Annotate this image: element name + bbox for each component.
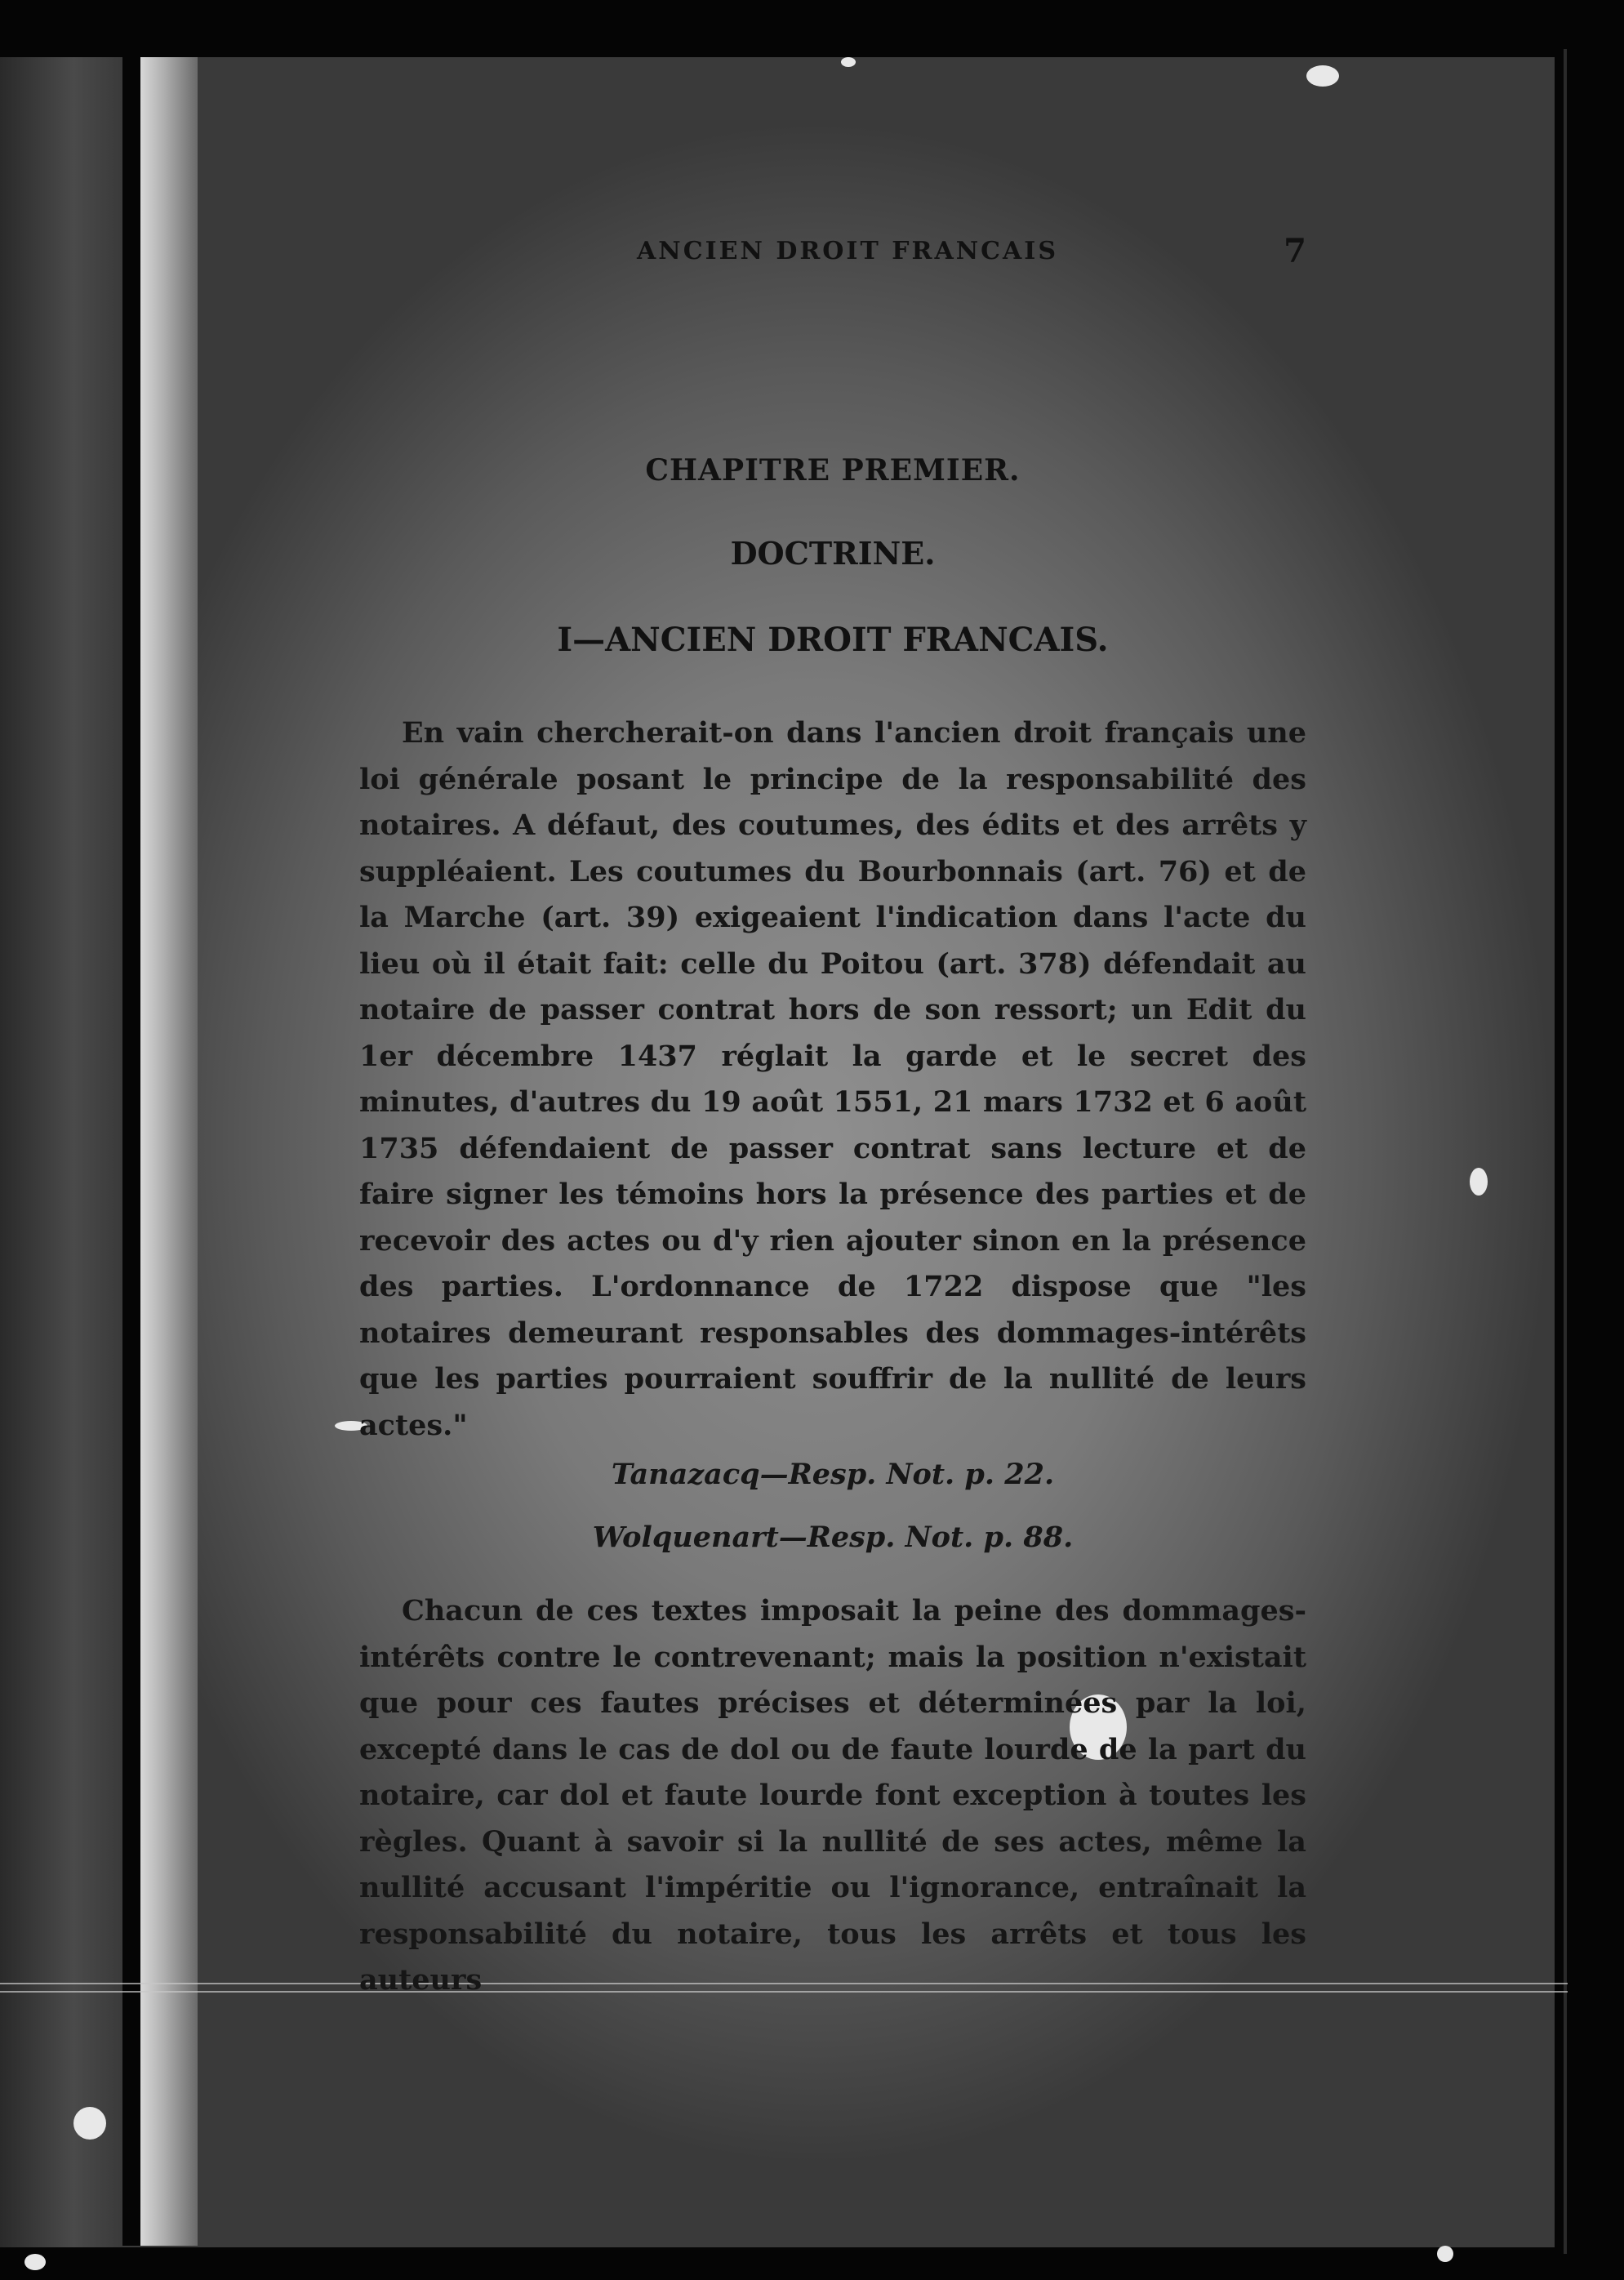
body-paragraph: Chacun de ces textes imposait la peine des dommages-intérêts contre le contrevenant; mais la position n'existait que pour ces fautes précises et déterminées par la loi, excepté dans le cas de dol ou de faute lourde de la part du notaire, car dol et faute lourde font exception à toutes les règles. Quant à savoir si la nullité de ses actes, même la nullité accusant l'impéritie ou l'ignorance, entraînait la responsabilité du notaire, tous les arrêts et tous les auteurs	[359, 1594, 1306, 1997]
chapter-label: CHAPITRE PREMIER.	[645, 453, 1021, 488]
dust-speck	[841, 57, 856, 67]
scan-frame-top	[0, 0, 1624, 57]
dust-speck	[1437, 2246, 1453, 2262]
dust-speck	[1470, 1168, 1488, 1196]
binding-shadow	[122, 57, 140, 2246]
page-number: 7	[1284, 232, 1306, 270]
citation: Wolquenart—Resp. Not. p. 88.	[592, 1521, 1074, 1554]
section-heading: I—ANCIEN DROIT FRANCAIS.	[557, 621, 1109, 659]
scan-frame-right-line	[1564, 49, 1567, 2254]
dust-speck	[73, 2107, 106, 2140]
citation: Tanazacq—Resp. Not. p. 22.	[611, 1458, 1055, 1491]
binding-highlight	[140, 57, 198, 2246]
chapter-subtitle: DOCTRINE.	[730, 535, 936, 572]
scan-frame-bottom	[0, 2247, 1624, 2280]
running-head-title: ANCIEN DROIT FRANCAIS	[637, 237, 1059, 265]
facing-page-edge	[0, 49, 122, 2254]
body-paragraph: En vain chercherait-on dans l'ancien droit français une loi générale posant le principe de la responsabilité des notaires. A défaut, des coutumes, des édits et des arrêts y suppléaient. Les coutumes du Bourbonnais (art. 76) et de la Marche (art. 39) exigeaient l'indication dans l'acte du lieu où il était fait: celle du Poitou (art. 378) défendait au notaire de passer contrat hors de son ressort; un Edit du 1er décembre 1437 réglait la garde et le secret des minutes, d'autres du 19 août 1551, 21 mars 1732 et 6 août 1735 défendaient de passer contrat sans lecture et de faire signer les témoins hors la présence des parties et de recevoir des actes ou d'y rien ajouter sinon en la présence des parties. L'ordonnance de 1722 dispose que "les notaires demeurant responsables des dommages-intérêts que les parties pourraient souffrir de la nullité de leurs actes."	[359, 716, 1306, 1442]
dust-speck	[24, 2254, 46, 2270]
dust-speck	[1306, 65, 1339, 87]
running-head	[359, 232, 1306, 270]
